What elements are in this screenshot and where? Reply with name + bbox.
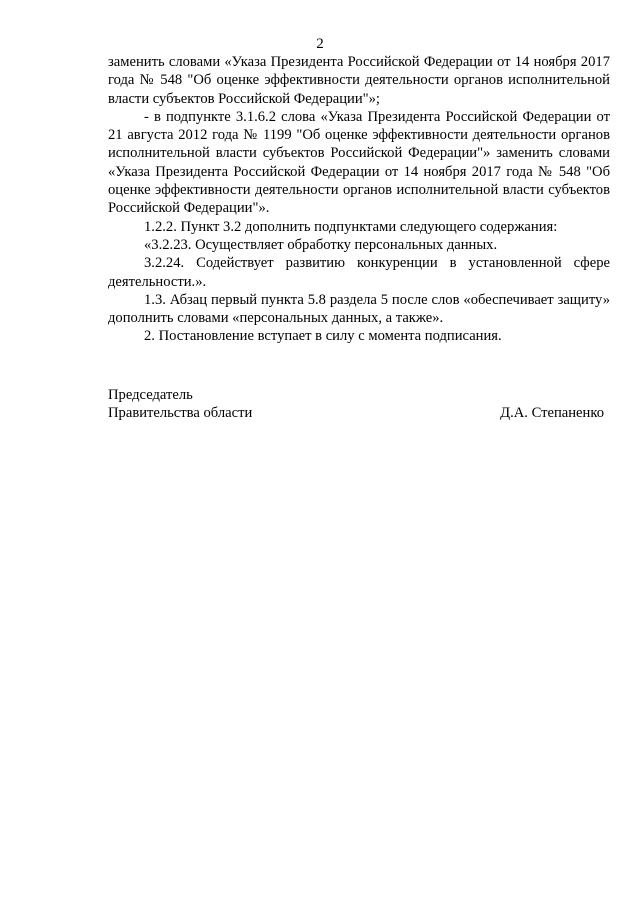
signature-row <box>108 404 604 422</box>
paragraph-5: 3.2.24. Содействует развитию конкуренции в установленной сфере деятельности.». <box>108 255 610 290</box>
signatory-title-line1: Председатель <box>108 387 193 403</box>
paragraph-3: 1.2.2. Пункт 3.2 дополнить подпунктами следующего содержания: <box>144 218 558 235</box>
paragraph-2: - в подпункте 3.1.6.2 слова «Указа Президента Российской Федерации от 21 августа 2012 года № 1199 "Об оценке эффективности деятельности органов исполнительной власти субъектов Российской Федерации"» заменить словами «Указа Президента Российской Федерации от 14 ноября 2017 года № 548 "Об оценке эффективности деятельности органов исполнительной власти субъектов Российской Федерации"». <box>108 108 610 217</box>
paragraph-6: 1.3. Абзац первый пункта 5.8 раздела 5 после слов «обеспечивает защиту» дополнить словами «персональных данных, а также». <box>108 291 610 327</box>
paragraph-7: 2. Постановление вступает в силу с момента подписания. <box>144 328 502 345</box>
page-number: 2 <box>316 36 324 52</box>
signatory-name: Д.А. Степаненко <box>500 405 604 422</box>
document-body <box>108 53 610 346</box>
paragraph-4: «3.2.23. Осуществляет обработку персональных данных. <box>144 236 498 253</box>
signature-block <box>108 386 604 423</box>
paragraph-1: заменить словами «Указа Президента Российской Федерации от 14 ноября 2017 года № 548 "Об оценке эффективности деятельности органов исполнительной власти субъектов Российской Федерации"»; <box>108 54 610 107</box>
signatory-title-line2: Правительства области <box>108 405 253 422</box>
